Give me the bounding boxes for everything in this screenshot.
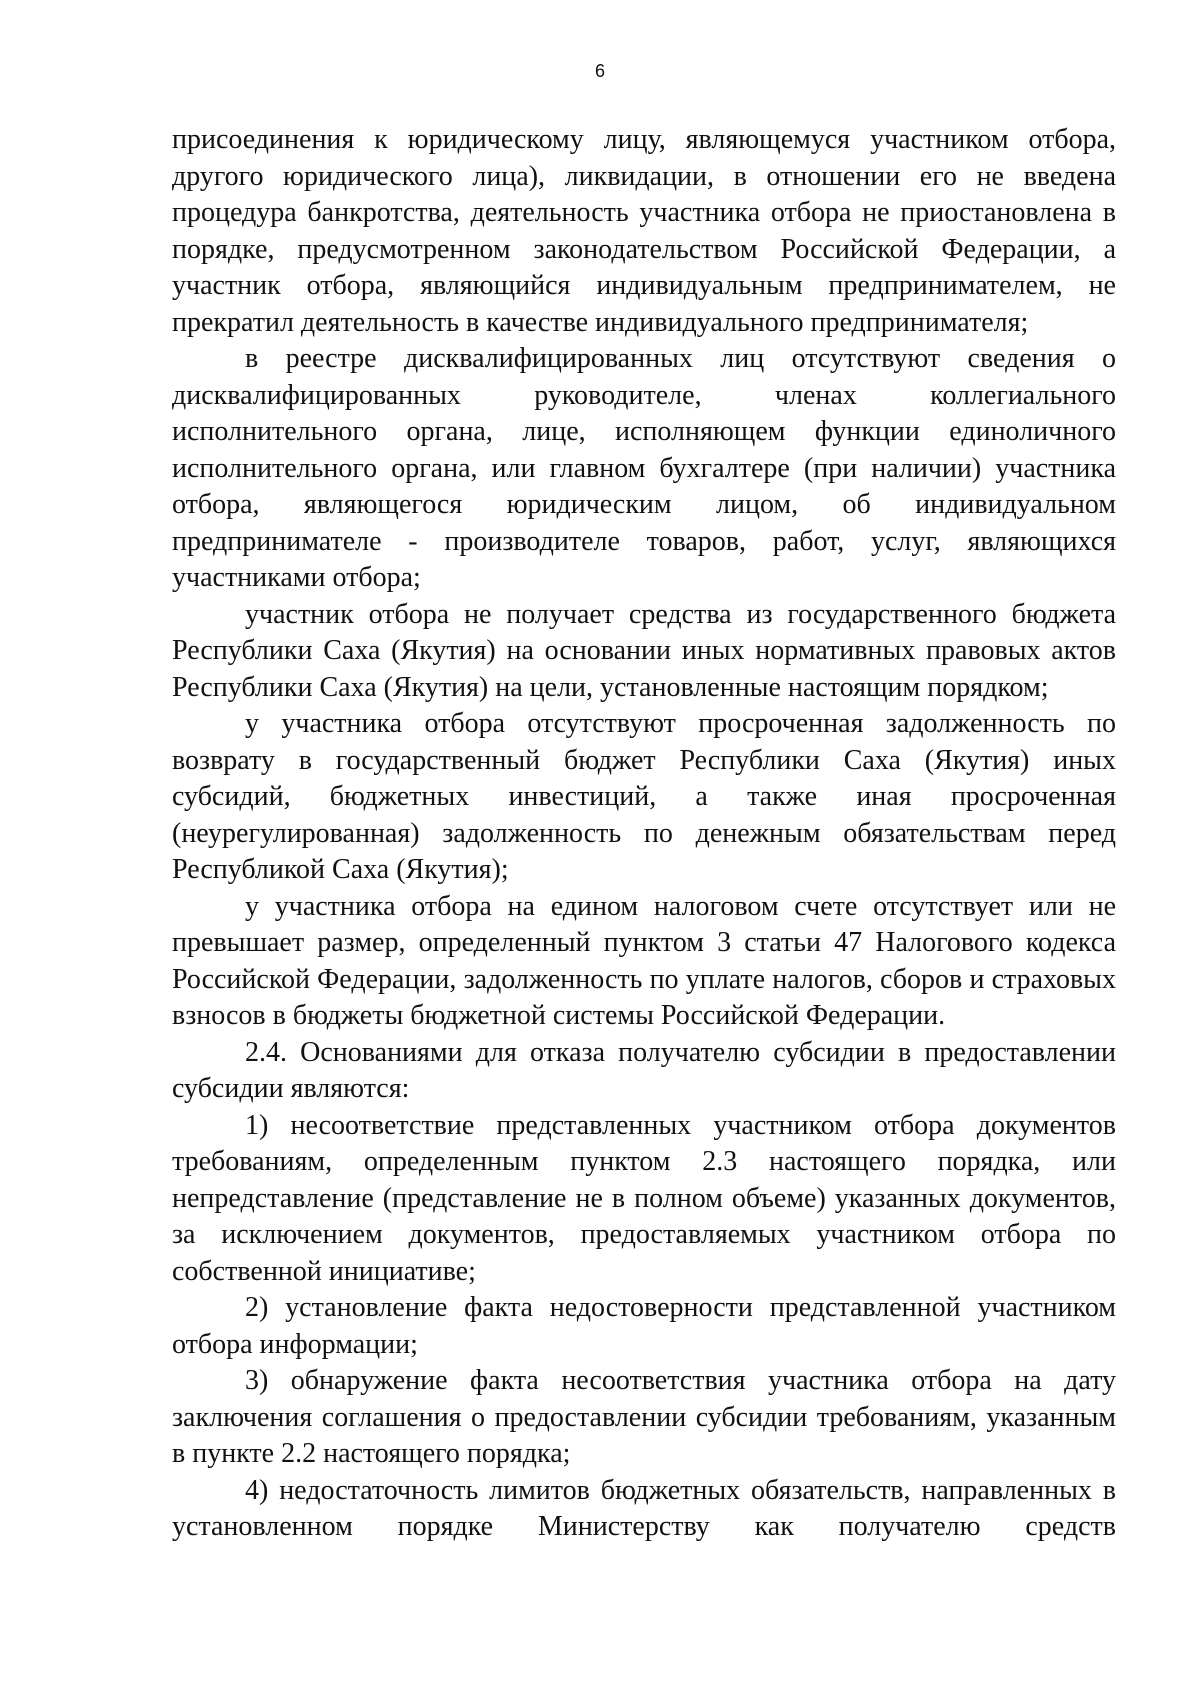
paragraph-no-budget-funds: участник отбора не получает средства из государственного бюджета Республики Саха (Якутия) на основании иных нормативных правовых актов Республики Саха (Якутия) на цели, установленные настоящим порядком;	[172, 598, 1116, 703]
paragraph-item-1: 1) несоответствие представленных участником отбора документов требованиям, определенным пунктом 2.3 настоящего порядка, или непредставление (представление не в полном объеме) указанных документов, за исключением документов, предоставляемых участником отбора по собственной инициативе;	[172, 1109, 1116, 1287]
paragraph-continuation: присоединения к юридическому лицу, являющемуся участником отбора, другого юридического лица), ликвидации, в отношении его не введена процедура банкротства, деятельность участника отбора не приостановлена в порядке, предусмотренном законодательством Российской Федерации, а участник отбора, являющийся индивидуальным предпринимателем, не прекратил деятельность в качестве индивидуального предпринимателя;	[172, 124, 1116, 338]
page-number: 6	[594, 61, 605, 81]
paragraph-disqualified-registry: в реестре дисквалифицированных лиц отсутствуют сведения о дисквалифицированных руководителе, членах коллегиального исполнительного органа, лице, исполняющем функции единоличного исполнительного органа, или главном бухгалтере (при наличии) участника отбора, являющегося юридическим лицом, об индивидуальном предпринимателе - производителе товаров, работ, услуг, являющихся участниками отбора;	[172, 343, 1116, 593]
paragraph-refusal-grounds: 2.4. Основаниями для отказа получателю субсидии в предоставлении субсидии являются:	[172, 1036, 1116, 1104]
paragraph-tax-account: у участника отбора на едином налоговом счете отсутствует или не превышает размер, определенный пунктом 3 статьи 47 Налогового кодекса Российской Федерации, задолженность по уплате налогов, сборов и страховых взносов в бюджеты бюджетной системы Российской Федерации.	[172, 890, 1116, 1031]
paragraph-item-4: 4) недостаточность лимитов бюджетных обязательств, направленных в установленном порядке Министерству как получателю средств	[172, 1474, 1116, 1542]
paragraph-item-3: 3) обнаружение факта несоответствия участника отбора на дату заключения соглашения о предоставлении субсидии требованиям, указанным в пункте 2.2 настоящего порядка;	[172, 1365, 1116, 1469]
document-body	[172, 122, 1116, 1546]
paragraph-item-2: 2) установление факта недостоверности представленной участником отбора информации;	[172, 1292, 1116, 1360]
paragraph-no-overdue-debt: у участника отбора отсутствуют просроченная задолженность по возврату в государственный бюджет Республики Саха (Якутия) иных субсидий, бюджетных инвестиций, а также иная просроченная (неурегулированная) задолженность по денежным обязательствам перед Республикой Саха (Якутия);	[172, 708, 1116, 885]
